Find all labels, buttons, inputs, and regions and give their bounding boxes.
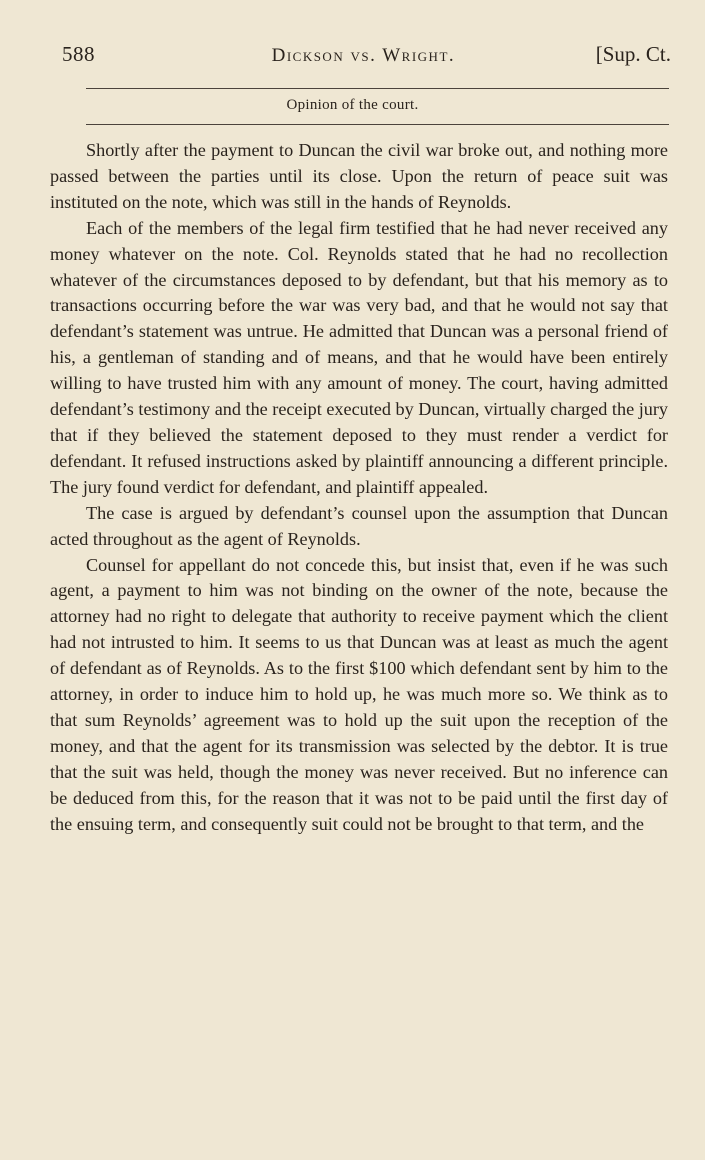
section-rule [86,124,669,125]
court-label: [Sup. Ct. [595,42,671,66]
page-header [62,42,671,76]
paragraph-3: The case is argued by defendant’s counsel upon the assumption that Duncan acted throughout as the agent of Reynolds. [50,502,668,549]
running-title: Dickson vs. Wright. [271,45,456,66]
section-label: Opinion of the court. [286,97,419,113]
page-number: 588 [62,42,95,66]
paragraph-2: Each of the members of the legal firm testified that he had never received any money whatever on the note. Col. Reynolds stated that he had no recollection whatever of the circumstances deposed to by defendant, but that his memory as to transactions occurring before the war was very bad, and that he would not say that defendant’s statement was untrue. He admitted that Duncan was a personal friend of his, a gentleman of standing and of means, and that he would have been entirely willing to have trusted him with any amount of money. The court, having admitted defendant’s testimony and the receipt executed by Duncan, virtually charged the jury that if they believed the statement deposed to they must render a verdict for defendant. It refused instructions asked by plaintiff announcing a different principle. The jury found verdict for defendant, and plaintiff appealed. [50,217,668,497]
header-rule [86,88,669,89]
paragraph-1: Shortly after the payment to Duncan the civil war broke out, and nothing more passed between the parties until its close. Upon the return of peace suit was instituted on the note, which was still in the hands of Reynolds. [50,140,668,212]
opinion-text [50,138,668,837]
paragraph-4: Counsel for appellant do not concede this, but insist that, even if he was such agent, a payment to him was not binding on the owner of the note, because the attorney had no right to delegate that authority to receive payment which the client had not intrusted to him. It seems to us that Duncan was at least as much the agent of defendant as of Reynolds. As to the first $100 which defendant sent by him to the attorney, in order to induce him to hold up, he was much more so. We think as to that sum Reynolds’ agreement was to hold up the suit upon the reception of the money, and that the agent for its transmission was selected by the debtor. It is true that the suit was held, though the money was never received. But no inference can be deduced from this, for the reason that it was not to be paid until the first day of the ensuing term, and consequently suit could not be brought to that term, and the [50,554,668,834]
